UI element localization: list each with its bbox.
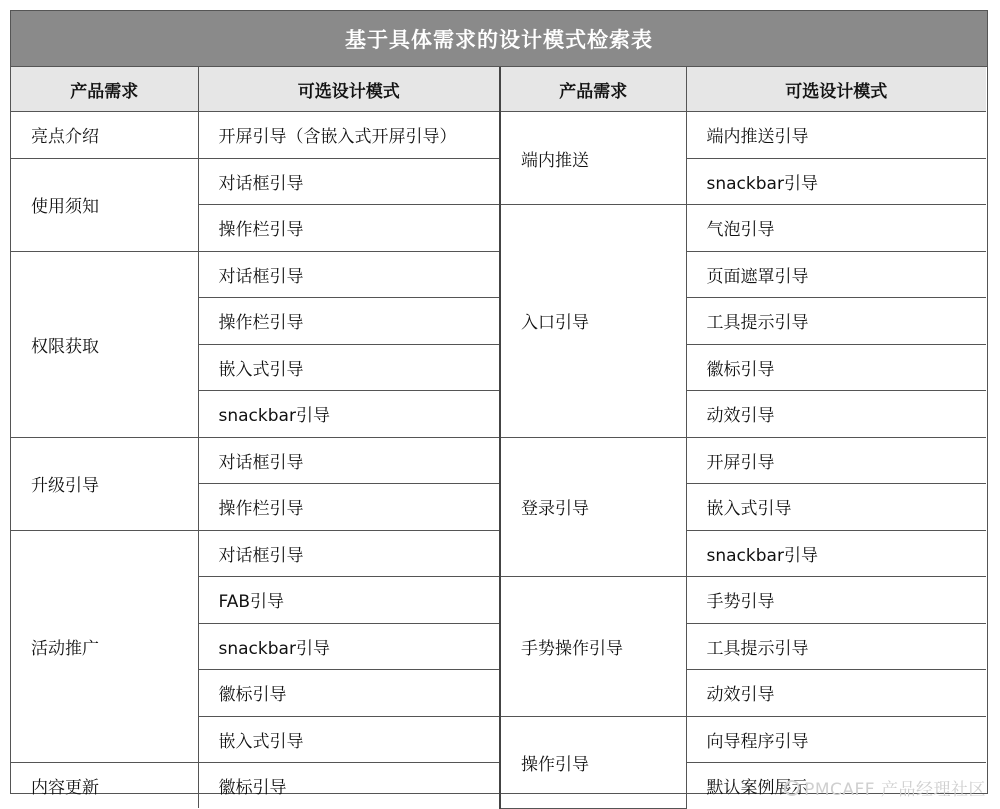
retrieval-table-container xyxy=(10,10,988,798)
pattern-cell: 对话框引导 xyxy=(198,158,500,205)
pattern-cell: 气泡引导 xyxy=(686,205,986,252)
need-cell: 端内推送 xyxy=(500,112,686,205)
table-row xyxy=(11,530,986,577)
pattern-cell: 动效引导 xyxy=(686,670,986,717)
pattern-cell: 徽标引导 xyxy=(198,670,500,717)
need-cell: 入口引导 xyxy=(500,205,686,438)
pattern-cell: 端内推送引导 xyxy=(686,112,986,159)
table-row xyxy=(11,251,986,298)
pattern-cell: 嵌入式引导 xyxy=(686,484,986,531)
pattern-cell: snackbar引导 xyxy=(198,623,500,670)
watermark xyxy=(784,775,986,800)
need-cell: 亮点介绍 xyxy=(11,112,198,159)
header-right-need: 产品需求 xyxy=(500,67,686,112)
watermark-text: PMCAFF 产品经理社区 xyxy=(804,780,986,800)
pattern-cell: 徽标引导 xyxy=(686,344,986,391)
pattern-cell: 默认案例展示 xyxy=(686,763,986,809)
need-cell: 操作引导 xyxy=(500,716,686,808)
pattern-cell: 动效引导 xyxy=(686,391,986,438)
need-cell: 使用须知 xyxy=(11,158,198,251)
pattern-cell: 对话框引导 xyxy=(198,251,500,298)
need-cell: 内容更新 xyxy=(11,763,198,809)
need-cell: 登录引导 xyxy=(500,437,686,577)
pattern-cell: 页面遮罩引导 xyxy=(686,251,986,298)
pattern-cell: 手势引导 xyxy=(686,577,986,624)
pattern-cell: 操作栏引导 xyxy=(198,484,500,531)
pattern-cell: 工具提示引导 xyxy=(686,298,986,345)
table-row xyxy=(11,158,986,205)
need-cell: 升级引导 xyxy=(11,437,198,530)
header-row xyxy=(11,67,986,112)
header-left-pattern: 可选设计模式 xyxy=(198,67,500,112)
pattern-cell: 工具提示引导 xyxy=(686,623,986,670)
pattern-cell: snackbar引导 xyxy=(686,158,986,205)
pattern-cell: 徽标引导 xyxy=(198,763,500,809)
pattern-cell: 操作栏引导 xyxy=(198,298,500,345)
table-row xyxy=(11,437,986,484)
pattern-cell: 开屏引导 xyxy=(686,437,986,484)
need-cell: 手势操作引导 xyxy=(500,577,686,717)
table-title: 基于具体需求的设计模式检索表 xyxy=(11,11,987,67)
pattern-table xyxy=(11,67,986,809)
pmcaff-logo-icon xyxy=(784,780,800,796)
pattern-cell: 向导程序引导 xyxy=(686,716,986,763)
need-cell: 活动推广 xyxy=(11,530,198,763)
need-cell: 权限获取 xyxy=(11,251,198,437)
pattern-cell: 嵌入式引导 xyxy=(198,716,500,763)
pattern-cell: 操作栏引导 xyxy=(198,205,500,252)
pattern-cell: 对话框引导 xyxy=(198,530,500,577)
pattern-cell: 对话框引导 xyxy=(198,437,500,484)
pattern-cell: FAB引导 xyxy=(198,577,500,624)
header-right-pattern: 可选设计模式 xyxy=(686,67,986,112)
header-left-need: 产品需求 xyxy=(11,67,198,112)
pattern-cell: snackbar引导 xyxy=(686,530,986,577)
pattern-cell: snackbar引导 xyxy=(198,391,500,438)
table-row xyxy=(11,112,986,159)
pattern-cell: 开屏引导（含嵌入式开屏引导） xyxy=(198,112,500,159)
pattern-cell: 嵌入式引导 xyxy=(198,344,500,391)
